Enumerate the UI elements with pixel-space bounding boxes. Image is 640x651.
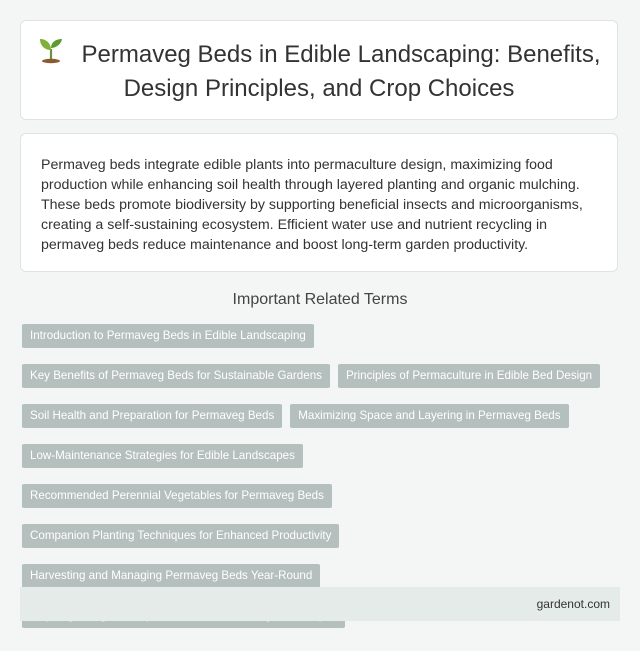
page-title-text: Permaveg Beds in Edible Landscaping: Benefits, Design Principles, and Crop Choices [81, 40, 601, 102]
term-tag[interactable]: Key Benefits of Permaveg Beds for Sustainable Gardens [22, 364, 330, 388]
term-tag[interactable]: Harvesting and Managing Permaveg Beds Year-Round [22, 564, 320, 588]
term-tag[interactable]: Low-Maintenance Strategies for Edible Landscapes [22, 444, 303, 468]
term-tag[interactable]: Recommended Perennial Vegetables for Permaveg Beds [22, 484, 332, 508]
intro-card [20, 133, 618, 272]
related-terms-heading: Important Related Terms [232, 291, 408, 308]
term-tag[interactable]: Soil Health and Preparation for Permaveg Beds [22, 404, 282, 428]
term-tag[interactable]: Principles of Permaculture in Edible Bed Design [338, 364, 600, 388]
intro-paragraph: Permaveg beds integrate edible plants into permaculture design, maximizing food production while enhancing soil health through layered planting and organic mulching. These beds promote biodiversity by supporting beneficial insects and microorganisms, creating a self-sustaining ecosystem. Efficient water use and nutrient recycling in permaveg beds reduce maintenance and boost long-term garden productivity. [41, 157, 583, 253]
term-tag[interactable]: Introduction to Permaveg Beds in Edible Landscaping [22, 324, 314, 348]
page-title [21, 36, 617, 105]
term-tag[interactable]: Companion Planting Techniques for Enhanced Productivity [22, 524, 339, 548]
related-terms-list [22, 324, 622, 628]
term-tag[interactable]: Maximizing Space and Layering in Permaveg Beds [290, 404, 568, 428]
title-card [20, 20, 618, 120]
seedling-icon [38, 36, 64, 73]
footer-site-link[interactable]: gardenot.com [536, 597, 610, 611]
footer [20, 587, 620, 621]
